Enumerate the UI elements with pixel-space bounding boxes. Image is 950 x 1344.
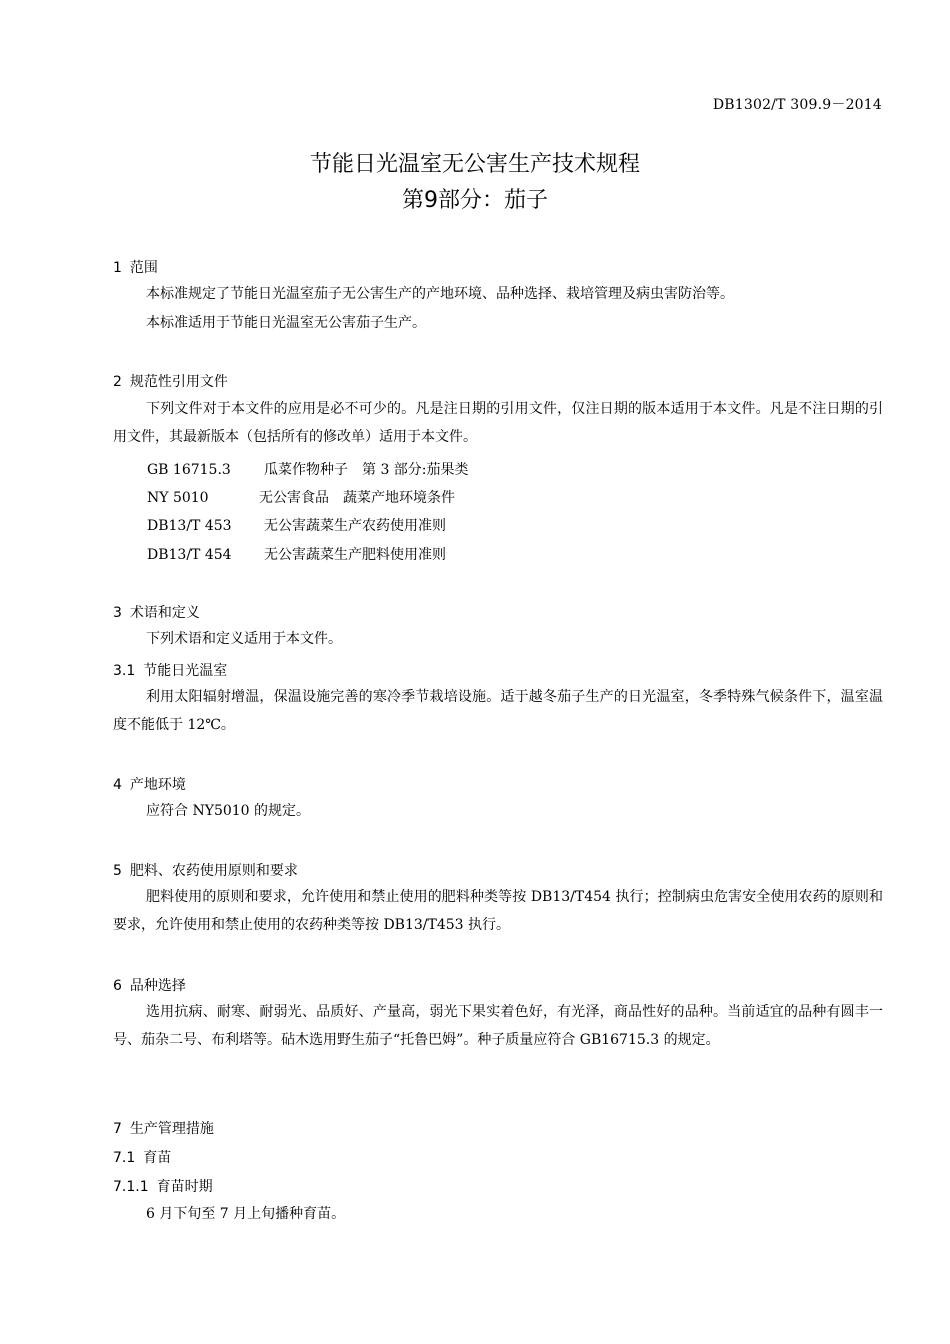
section-title: 产地环境	[129, 777, 186, 793]
section-2-heading	[113, 371, 228, 391]
reference-item	[147, 544, 446, 564]
reference-title: 无公害蔬菜生产肥料使用准则	[264, 547, 446, 563]
reference-title: 无公害食品 蔬菜产地环境条件	[259, 490, 455, 506]
section-1-heading	[113, 257, 158, 277]
section-number: 2	[113, 374, 122, 390]
reference-item	[147, 515, 446, 535]
section-number: 5	[113, 863, 122, 879]
section-number: 4	[113, 777, 122, 793]
section-4-paragraph-1: 应符合 NY5010 的规定。	[146, 803, 311, 819]
section-title: 肥料、农药使用原则和要求	[129, 863, 298, 879]
section-5-heading	[113, 860, 298, 880]
section-6-heading	[113, 975, 186, 995]
section-5-paragraph-1: 肥料使用的原则和要求，允许使用和禁止使用的肥料种类等按 DB13/T454 执行；控制病虫危害安全使用农药的原则和要求，允许使用和禁止使用的农药种类等按 DB13/T453 执行。	[113, 889, 883, 933]
document-title: 节能日光温室无公害生产技术规程	[309, 152, 640, 177]
reference-title: 瓜菜作物种子 第 3 部分:茄果类	[264, 462, 469, 478]
section-3-1-heading	[113, 660, 227, 680]
reference-code: DB13/T 453	[147, 518, 232, 534]
section-number: 1	[113, 260, 122, 276]
reference-code: DB13/T 454	[147, 547, 232, 563]
section-6-paragraph-1: 选用抗病、耐寒、耐弱光、品质好、产量高，弱光下果实着色好，有光泽，商品性好的品种。当前适宜的品种有圆丰一号、茄杂二号、布利塔等。砧木选用野生茄子“托鲁巴姆”。种子质量应符合 GB16715.3 的规定。	[113, 1004, 883, 1048]
section-title: 生产管理措施	[129, 1121, 214, 1137]
section-7-1-1-paragraph-1: 6 月下旬至 7 月上旬播种育苗。	[146, 1206, 346, 1222]
section-7-heading	[113, 1118, 214, 1138]
reference-code: NY 5010	[147, 490, 209, 506]
reference-code: GB 16715.3	[147, 462, 231, 478]
reference-item	[147, 459, 469, 479]
standard-code: DB1302/T 309.9－2014	[712, 97, 882, 113]
section-number: 7.1.1	[113, 1179, 149, 1195]
section-3-paragraph-1: 下列术语和定义适用于本文件。	[146, 631, 342, 647]
section-title: 育苗时期	[156, 1179, 213, 1195]
section-1-paragraph-2: 本标准适用于节能日光温室无公害茄子生产。	[146, 315, 426, 331]
section-title: 规范性引用文件	[129, 374, 228, 390]
section-title: 育苗	[143, 1150, 172, 1166]
section-3-heading	[113, 602, 200, 622]
section-number: 6	[113, 978, 122, 994]
section-number: 7	[113, 1121, 122, 1137]
section-1-paragraph-1: 本标准规定了节能日光温室茄子无公害生产的产地环境、品种选择、栽培管理及病虫害防治等。	[146, 286, 734, 302]
document-subtitle: 第9部分：茄子	[402, 188, 548, 213]
section-title: 范围	[129, 260, 158, 276]
section-2-paragraph-1: 下列文件对于本文件的应用是必不可少的。凡是注日期的引用文件，仅注日期的版本适用于本文件。凡是不注日期的引用文件，其最新版本（包括所有的修改单）适用于本文件。	[113, 401, 883, 445]
section-7-1-heading	[113, 1147, 171, 1167]
section-number: 7.1	[113, 1150, 136, 1166]
section-3-1-paragraph-1: 利用太阳辐射增温，保温设施完善的寒冷季节栽培设施。适于越冬茄子生产的日光温室，冬季特殊气候条件下，温室温度不能低于 12℃。	[113, 689, 883, 733]
section-4-heading	[113, 774, 186, 794]
section-number: 3	[113, 605, 122, 621]
reference-item	[147, 487, 455, 507]
section-title: 品种选择	[129, 978, 186, 994]
section-title: 节能日光温室	[143, 663, 228, 679]
section-number: 3.1	[113, 663, 136, 679]
section-7-1-1-heading	[113, 1176, 213, 1196]
reference-title: 无公害蔬菜生产农药使用准则	[264, 518, 446, 534]
section-title: 术语和定义	[129, 605, 200, 621]
